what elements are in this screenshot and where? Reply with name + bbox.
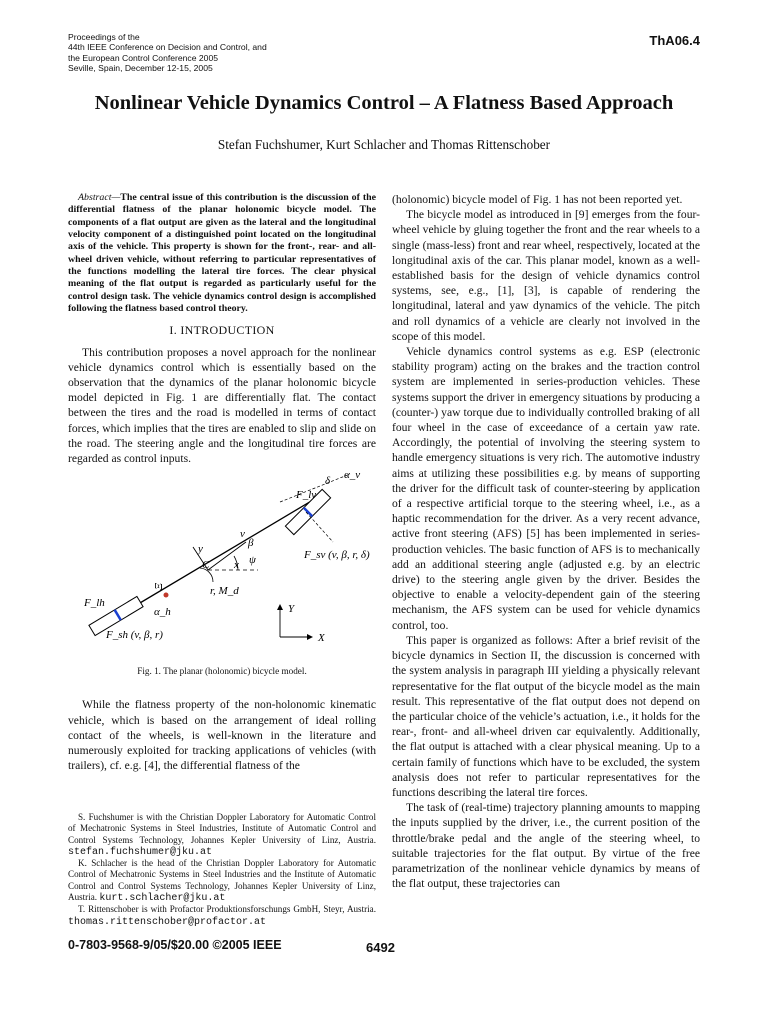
paper-authors: Stefan Fuchshumer, Kurt Schlacher and Thomas Rittenschober (217, 137, 551, 152)
right-paragraph: This paper is organized as follows: After a brief revisit of the bicycle dynamics in Section II, the discussion is concerned with the system analysis in paragraph III yielding a physically relevant representative for the flat output of the bicycle model as the main result. This representative of the flat output does not depend on the particular choice of the vehicle’s actuation, i.e., it holds for the rear-, front- and all-wheel driven car equivalently. Additionally, the flat output is attached with a clear physical meaning. Up to a certain family of functions which have to be excluded, the system analysis does not refer to particular representatives for the functions describing the lateral tire forces. (392, 633, 700, 799)
abstract (68, 192, 376, 315)
paper-title: Nonlinear Vehicle Dynamics Control – A Flatness Based Approach (94, 92, 674, 114)
author-footnotes (68, 812, 376, 928)
copyright-line: 0-7803-9568-9/05/$20.00 ©2005 IEEE (68, 938, 282, 952)
right-paragraph: Vehicle dynamics control systems as e.g. ESP (electronic stability program) acting on the brakes and the traction control system are implemented in series-production vehicles. These systems support the driver in emergency situations by producing a (counter-) yaw torque due to individually controlled braking of all four wheel in the case of exceedance of a certain yaw rate. Accordingly, the potential of involving the steering system to handle emergency situations is very rich. The automotive industry aims at utilizing these possibilities e.g. by means of supporting the driver for the difficult task of counter-steering by application of a respective artificial torque to the steering wheel, i.e., as a haptic recommendation for the driver. As a very recent advance, active front steering (AFS) [5] has been implemented in series-production vehicles. The basic function of AFS is to mechanically add an additional steering angle (adjusted e.g. by an electric drive) to the steering angle given by the driver. Besides the objective to enable a velocity-dependent gain of the steering mechanism, the AFS system can be used for vehicle dynamics control, too. (392, 345, 700, 632)
label-axis-x: X (318, 632, 325, 645)
right-paragraph: (holonomic) bicycle model of Fig. 1 has not been reported yet. (392, 193, 683, 206)
figure-caption: Fig. 1. The planar (holonomic) bicycle model. (137, 666, 307, 677)
proceedings-line: the European Control Conference 2005 (68, 52, 219, 63)
intro-paragraph: This contribution proposes a novel approach for the nonlinear vehicle dynamics control which is essentially based on the observation that the dynamics of the planar holonomic bicycle model depicted in Fig. 1 are differentially flat. The contact between the tires and the road is modelled in terms of contact forces, which implies that the tires are enabled to slip and slide on the road. The steering angle and the longitudinal tire forces are regarded as control inputs. (68, 345, 376, 466)
proceedings-line: Proceedings of the (68, 32, 140, 42)
left-continuation-paragraph: While the flatness property of the non-holonomic kinematic vehicle, which is based on the arrangement of ideal rolling contact of the wheels, is well-known in the literature and numerously exploited for tracking applications of vehicles (with trailers), cf. e.g. [4], the differential flatness of the (68, 698, 376, 773)
label-v: v (240, 528, 245, 541)
section-heading: I. INTRODUCTION (169, 323, 275, 338)
email-link[interactable]: stefan.fuchshumer@jku.at (68, 846, 213, 858)
left-column (68, 192, 376, 773)
proceedings-line: Seville, Spain, December 12-15, 2005 (68, 63, 213, 74)
label-axis-y: Y (288, 603, 295, 616)
label-psi: ψ (249, 554, 256, 567)
footnote: S. Fuchshumer is with the Christian Doppler Laboratory for Automatic Control of Mechatronic Systems in Steel Industries, Institute of Automatic Control and Control Systems Technology, Johannes Kepler University of Linz, Austria. stefan.fuchshumer@jku.at (68, 812, 376, 858)
footnote: T. Rittenschober is with Profactor Produktionsforschungs GmbH, Steyr, Austria. thomas.rittenschober@profactor.at (68, 904, 376, 928)
label-alpha-v: α_v (344, 472, 361, 482)
email-link[interactable]: thomas.rittenschober@profactor.at (68, 916, 267, 928)
label-y: y (198, 543, 203, 556)
figure-1 (68, 472, 376, 662)
proceedings-line: 44th IEEE Conference on Decision and Control, and (68, 42, 267, 53)
proceedings-header (68, 32, 368, 74)
label-delta: δ (325, 475, 331, 488)
page-number: 6492 (366, 940, 395, 955)
label-flv: F_lv (296, 489, 317, 502)
xi-point (164, 593, 169, 598)
label-fsv: F_sv (v, β, r, δ) (304, 549, 370, 562)
abstract-label: Abstract— (78, 192, 121, 203)
label-xi: Ξ (153, 583, 165, 591)
label-fsh: F_sh (v, β, r) (106, 629, 163, 642)
email-link[interactable]: kurt.schlacher@jku.at (99, 893, 226, 905)
footnote: K. Schlacher is the head of the Christian Doppler Laboratory for Automatic Control of Mechatronic Systems in Steel Industries and the Institute of Automatic Control and Control Systems Technology, Johannes Kepler University of Linz, Austria. kurt.schlacher@jku.at (68, 858, 376, 905)
label-beta: β (248, 537, 254, 550)
right-paragraph: The bicycle model as introduced in [9] emerges from the four-wheel vehicle by gluing together the front and the rear wheels to a single (mass-less) front and rear wheel, respectively, located at the longitudinal axis of the car. This planar model, known as a well-established basis for the design of vehicle dynamics control systems, see, e.g., [1], [3], is capable of rendering the longitudinal, lateral and yaw dynamics of the vehicle. The pitch and roll dynamics of a vehicle are clearly not involved in the scope of this model. (392, 208, 700, 343)
bicycle-model-diagram (68, 472, 376, 662)
session-code: ThA06.4 (649, 33, 700, 48)
label-r-md: r, M_d (210, 585, 239, 598)
abstract-text: The central issue of this contribution is the discussion of the differential flatness of the planar holonomic bicycle model. The components of a flat output are given as the lateral and the longitudinal velocity component of a distinguished point located on the longitudinal axis of the vehicle. This property is shown for the front-, rear- and all-wheel driven vehicle, without referring to particular representatives of the functions modelling the lateral tire forces. The clear physical meaning of the flat output is regarded as particularly useful for the control design task. The vehicle dynamics control design is accomplished following the flatness based control theory. (68, 192, 376, 315)
right-column (392, 192, 700, 891)
label-x: x (234, 559, 239, 572)
label-alpha-h: α_h (154, 606, 171, 619)
label-c: C (202, 559, 210, 572)
label-flh: F_lh (84, 597, 105, 610)
right-paragraph: The task of (real-time) trajectory planning amounts to mapping the inputs supplied by the driver, i.e., the current position of the throttle/brake pedal and the angle of the steering wheel, to suitable trajectories for the flat output. By virtue of the free parametrization of the nonlinear vehicle dynamics by means of the flat output, these trajectories can (392, 801, 700, 891)
